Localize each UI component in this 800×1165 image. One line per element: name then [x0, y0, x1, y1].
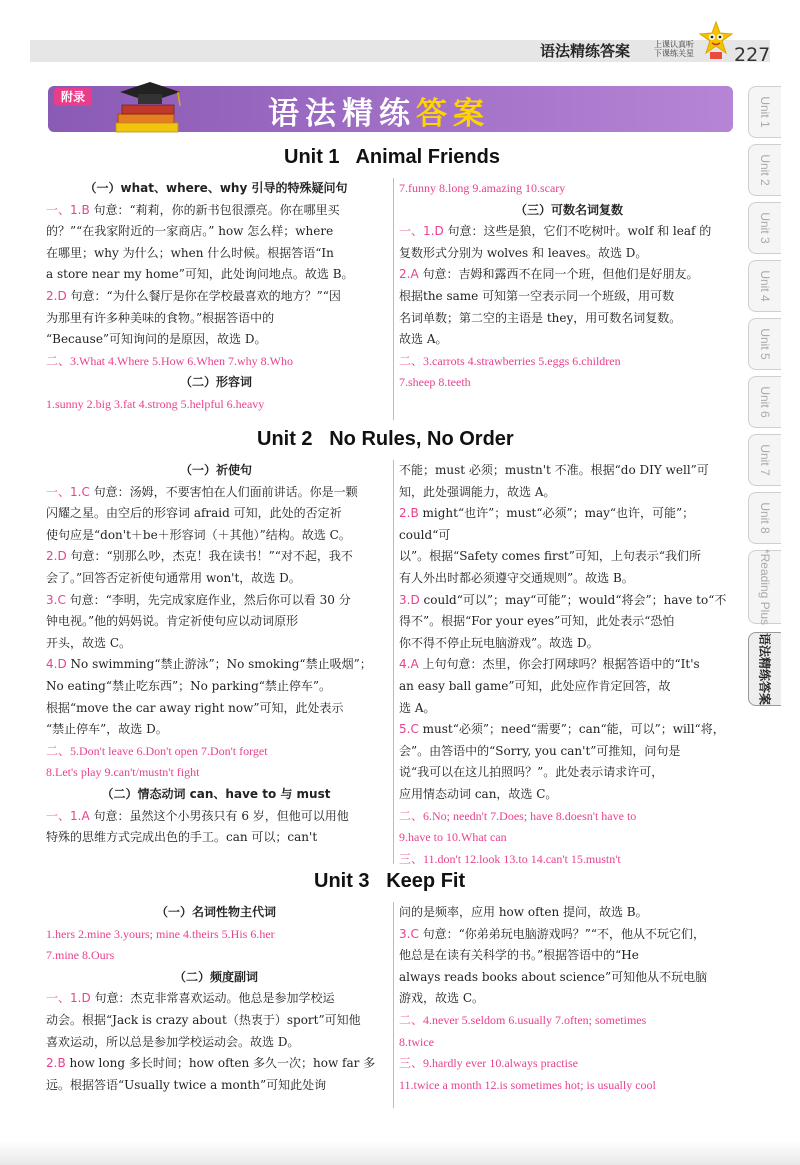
explanation-line	[399, 676, 739, 698]
explanation-line	[46, 698, 386, 720]
line-text: 根据the same 可知第一空表示同一个班级，用可数	[399, 288, 675, 303]
answer-key: 二、3.What	[46, 353, 105, 368]
line-text: 句意：“莉莉，你的新书包很漂亮。你在哪里买	[93, 202, 340, 217]
answer-line	[46, 924, 386, 946]
answer-key: 7.sheep	[399, 375, 436, 390]
section-heading: （二）情态动词 can、have to 与 must	[101, 786, 331, 801]
line-text: 2.big 3.fat 4.strong 5.helpful 6.heavy	[83, 396, 265, 411]
explanation-line	[46, 1032, 386, 1054]
page-bottom-edge	[0, 1140, 800, 1165]
line-text: 问的是频率，应用 how often 提问，故选 B。	[399, 905, 648, 919]
unit3-left-column	[46, 902, 386, 1096]
line-text: 开头，故选 C。	[46, 635, 131, 650]
header-slogan: 上课认真听 下课练关星	[654, 40, 694, 58]
explanation-line	[399, 784, 739, 806]
side-tab-10[interactable]	[748, 632, 781, 706]
line-text: 10.What can	[443, 830, 507, 845]
line-text: 复数形式分别为 wolves 和 leaves。故选 D。	[399, 245, 648, 260]
question-number: 5.C	[399, 722, 419, 737]
explanation-line	[46, 503, 386, 525]
unit2-right-column	[399, 460, 739, 870]
line-text: 有人外出时都必须遵守交通规则”。故选 B。	[399, 570, 634, 585]
line-text: a store near my home”可知，此处询问地点。故选 B。	[46, 267, 354, 282]
question-number: 一、1.D	[46, 991, 91, 1006]
explanation-line	[46, 1075, 386, 1097]
side-tab-1[interactable]	[748, 86, 781, 138]
answer-key: 1.sunny	[46, 396, 84, 411]
column-divider-2	[393, 460, 394, 864]
answer-key: 8.twice	[399, 1034, 434, 1049]
side-tab-3[interactable]	[748, 202, 781, 254]
side-tab-6[interactable]	[748, 376, 781, 428]
column-divider-1	[393, 178, 394, 420]
explanation-line	[399, 243, 739, 265]
line-text: 5.seldom 6.usually 7.often; sometimes	[458, 1012, 647, 1027]
explanation-line	[46, 719, 386, 741]
line-text: “Because”可知询问的是原因，故选 D。	[46, 332, 267, 347]
line-text: 使句应是“don't＋be＋形容词（＋其他）”结构。故选 C。	[46, 527, 351, 542]
answer-line	[399, 1053, 739, 1075]
explanation-line	[46, 329, 386, 351]
answer-line	[46, 741, 386, 763]
question-number: 一、1.C	[46, 484, 90, 499]
line-text: 9.can't/mustn't fight	[101, 765, 200, 780]
line-text: 会了。”回答否定祈使句通常用 won't，故选 D。	[46, 570, 301, 585]
line-text: could“可以”；may“可能”；would“将会”；have to“不	[423, 592, 727, 607]
question-number: 2.A	[399, 267, 419, 282]
line-text: 应用情态动词 can，故选 C。	[399, 786, 558, 801]
explanation-line	[399, 902, 739, 924]
section-heading: （一）what、where、why 引导的特殊疑问句	[84, 181, 348, 195]
line-text: 名词单数；第二空的主语是 they，用可数名词复数。	[399, 310, 682, 325]
line-text: 句意：这些是狼，它们不吃树叶。wolf 和 leaf 的	[447, 224, 712, 239]
section-heading: （二）形容词	[179, 375, 252, 390]
banner-title-main: 语法精练	[268, 96, 416, 132]
question-number: 2.B	[399, 506, 419, 521]
explanation-line	[46, 568, 386, 590]
line-text: 句意：虽然这个小男孩只有 6 岁，但他可以用他	[93, 808, 349, 823]
explanation-line	[46, 221, 386, 243]
line-text: 12.look 13.to 14.can't 15.mustn't	[461, 851, 621, 866]
answer-key: 8.Let's play	[46, 765, 102, 780]
line-text: 远。根据答语“Usually twice a month”可知此处询	[46, 1077, 327, 1092]
answer-line	[399, 849, 739, 871]
answer-line	[46, 394, 386, 416]
explanation-line	[46, 243, 386, 265]
line-text: 特殊的思维方式完成出色的手工。can 可以；can't	[46, 830, 318, 845]
explanation-line	[46, 1053, 386, 1075]
line-text: 句意：“为什么餐厅是你在学校最喜欢的地方？”“因	[70, 288, 341, 303]
answer-line	[399, 178, 739, 200]
answer-key: 7.mine	[46, 948, 79, 963]
side-tab-9[interactable]	[748, 550, 781, 624]
question-number: 一、1.D	[399, 224, 444, 239]
explanation-line	[399, 988, 739, 1010]
line-text: 的？”“在我家附近的一家商店。” how 怎么样；where	[46, 224, 334, 239]
explanation-line	[399, 945, 739, 967]
answer-key: 7.funny	[399, 181, 436, 195]
line-text: 8.teeth	[435, 375, 471, 390]
answer-key: 三、11.don't	[399, 851, 462, 866]
answer-key: 9.have to	[399, 830, 443, 845]
explanation-line	[399, 590, 739, 612]
line-text: 句意：杰克非常喜欢运动。他总是参加学校运	[94, 991, 335, 1006]
question-number: 一、1.A	[46, 808, 90, 823]
unit1-left-column	[46, 178, 386, 416]
line-text: 选 A。	[399, 700, 436, 715]
explanation-line	[46, 988, 386, 1010]
line-text: 10.always practise	[486, 1056, 578, 1071]
explanation-line	[46, 676, 386, 698]
answer-line	[46, 762, 386, 784]
explanation-line	[399, 308, 739, 330]
line-text: 句意：“别那么吵，杰克！我在读书！”“对不起，我不	[70, 549, 353, 564]
question-number: 3.D	[399, 592, 420, 607]
unit1-right-column	[399, 178, 739, 394]
answer-line	[46, 351, 386, 373]
explanation-line	[399, 698, 739, 720]
books-graduation-cap-icon	[110, 80, 190, 134]
question-number: 3.C	[399, 926, 419, 941]
side-tab-7[interactable]	[748, 434, 781, 486]
line-text: 会”。由答语中的“Sorry, you can't”可推知，问句是	[399, 743, 681, 758]
question-number: 4.D	[46, 657, 67, 672]
question-number: 一、1.B	[46, 202, 90, 217]
question-number: 3.C	[46, 592, 66, 607]
explanation-line	[46, 286, 386, 308]
line-text: 根据“move the car away right now”可知，此处表示	[46, 700, 344, 715]
line-text: 上句句意：杰里，你会打网球吗？根据答语中的“It's	[422, 657, 700, 672]
line-text: 句意：汤姆，不要害怕在人们面前讲话。你是一颗	[93, 484, 358, 499]
answer-line	[399, 351, 739, 373]
line-text: 句意：“李明，先完成家庭作业，然后你可以看 30 分	[69, 592, 351, 607]
explanation-line	[399, 654, 739, 676]
line-text: must“必须”；need“需要”；can“能，可以”；will“将，	[422, 722, 725, 737]
explanation-line	[46, 827, 386, 849]
side-tab-label: Unit 3	[758, 212, 772, 244]
line-text: 4.strawberries 5.eggs 6.children	[464, 353, 621, 368]
answer-key: 1.hers	[46, 926, 75, 941]
explanation-line	[399, 967, 739, 989]
line-text: 喜欢运动，所以总是参加学校运动会。故选 D。	[46, 1034, 300, 1049]
line-text: always reads books about science”可知他从不玩电脑	[399, 969, 708, 984]
explanation-line	[46, 308, 386, 330]
line-text: 以”。根据“Safety comes first”可知，上句表示“我们所	[399, 549, 701, 564]
header-title: 语法精练答案	[540, 42, 631, 60]
mascot-icon	[698, 20, 734, 60]
explanation-line	[399, 503, 739, 546]
answer-key: 三、9.hardly ever	[399, 1056, 487, 1071]
line-text: No eating“禁止吃东西”；No parking“禁止停车”。	[46, 678, 332, 693]
explanation-line	[399, 286, 739, 308]
side-tab-label: Unit 6	[758, 386, 772, 418]
explanation-line	[399, 568, 739, 590]
explanation-line	[399, 221, 739, 243]
explanation-line	[46, 546, 386, 568]
explanation-line	[399, 633, 739, 655]
line-text: 动会。根据“Jack is crazy about（热衷于）sport”可知他	[46, 1012, 361, 1027]
explanation-line	[399, 611, 739, 633]
side-tab-label: Unit 2	[758, 154, 772, 186]
answer-key: 11.twice a month	[399, 1077, 482, 1092]
section-heading: （一）祈使句	[179, 463, 252, 477]
line-text: might“也许”；must“必须”；may“也许，可能”；could“可	[399, 506, 695, 542]
answer-line	[399, 806, 739, 828]
answer-line	[399, 1032, 739, 1054]
side-tab-2[interactable]	[748, 144, 781, 196]
explanation-line	[46, 200, 386, 222]
explanation-line	[46, 590, 386, 612]
explanation-line	[399, 482, 739, 504]
explanation-line	[46, 806, 386, 828]
answer-line	[399, 1010, 739, 1032]
question-number: 4.A	[399, 657, 419, 672]
explanation-line	[399, 546, 739, 568]
answer-line	[46, 945, 386, 967]
explanation-line	[399, 264, 739, 286]
unit1-title: Unit 1 Animal Friends	[284, 146, 500, 168]
side-tab-label: Unit 5	[758, 328, 772, 360]
line-text: 故选 A。	[399, 332, 448, 347]
appendix-tag: 附录	[54, 88, 92, 106]
line-text: 知，此处强调能力，故选 A。	[399, 484, 556, 499]
explanation-line	[399, 329, 739, 351]
line-text: 得不”。根据“For your eyes”可知，此处表示“恐怕	[399, 614, 675, 629]
line-text: 8.long 9.amazing 10.scary	[436, 181, 566, 195]
line-text: 8.Ours	[79, 948, 115, 963]
line-text: 句意：吉姆和露西不在同一个班，但他们是好朋友。	[422, 267, 699, 282]
section-heading: （一）名词性物主代词	[155, 905, 276, 919]
unit2-left-column	[46, 460, 386, 849]
line-text: 钟电视。”他的妈妈说。肯定祈使句应以动词原形	[46, 614, 299, 629]
explanation-line	[399, 741, 739, 763]
side-tab-label: 语法精练答案	[757, 632, 772, 706]
line-text: 句意：“你弟弟玩电脑游戏吗？”“不，他从不玩它们，	[422, 926, 706, 941]
answer-key: 二、6.No; needn't	[399, 808, 488, 823]
line-text: an easy ball game”可知，此处应作肯定回答，故	[399, 678, 671, 693]
answer-key: 二、3.carrots	[399, 353, 465, 368]
explanation-line	[399, 762, 739, 784]
column-divider-3	[393, 902, 394, 1108]
section-heading: （三）可数名词复数	[514, 202, 623, 217]
answer-line	[399, 827, 739, 849]
banner-title	[268, 88, 490, 133]
line-text: 说“我可以在这儿拍照吗？”。此处表示请求许可，	[399, 765, 664, 780]
side-tab-label: Unit 8	[758, 502, 772, 534]
explanation-line	[46, 633, 386, 655]
line-text: 不能；must 必须；mustn't 不准。根据“do DIY well”可	[399, 463, 709, 477]
line-text: 他总是在读有关科学的书。”根据答语中的“He	[399, 948, 639, 963]
explanation-line	[46, 525, 386, 547]
line-text: No swimming“禁止游泳”；No smoking“禁止吸烟”；	[70, 657, 372, 672]
line-text: how long 多长时间；how often 多久一次；how far 多	[69, 1056, 376, 1071]
section-heading: （二）频度副词	[173, 969, 258, 984]
answer-line	[399, 1075, 739, 1097]
answer-line	[399, 372, 739, 394]
side-tab-label: Unit 4	[758, 270, 772, 302]
side-tab-8[interactable]	[748, 492, 781, 544]
question-number: 2.B	[46, 1056, 66, 1071]
banner-title-highlight: 答案	[416, 96, 490, 132]
unit3-title: Unit 3 Keep Fit	[314, 870, 466, 892]
line-text: 你不得不停止玩电脑游戏”。故选 D。	[399, 635, 599, 650]
unit2-title: Unit 2 No Rules, No Order	[257, 428, 514, 450]
side-tab-4[interactable]	[748, 260, 781, 312]
explanation-line	[46, 264, 386, 286]
explanation-line	[46, 654, 386, 676]
page-number: 227	[734, 44, 771, 66]
explanation-line	[46, 611, 386, 633]
line-text: 游戏，故选 C。	[399, 991, 484, 1006]
side-tab-5[interactable]	[748, 318, 781, 370]
line-text: 4.Where 5.How 6.When 7.why 8.Who	[105, 353, 293, 368]
line-text: 6.Don't open 7.Don't forget	[133, 743, 268, 758]
explanation-line	[46, 482, 386, 504]
line-text: 2.mine 3.yours; mine 4.theirs 5.His 6.her	[75, 926, 275, 941]
line-text: 在哪里；why 为什么；when 什么时候。根据答语“In	[46, 245, 334, 260]
answer-key: 二、4.never	[399, 1012, 459, 1027]
answer-key: 二、5.Don't leave	[46, 743, 134, 758]
explanation-line	[399, 719, 739, 741]
question-number: 2.D	[46, 288, 67, 303]
line-text: “禁止停车”，故选 D。	[46, 722, 168, 737]
explanation-line	[46, 1010, 386, 1032]
explanation-line	[399, 924, 739, 946]
line-text: 闪耀之星。由空后的形容词 afraid 可知，此处的否定祈	[46, 506, 342, 521]
side-tab-label: Unit 7	[758, 444, 772, 476]
line-text: 12.is sometimes hot; is usually cool	[481, 1077, 656, 1092]
line-text: 为那里有许多种美味的食物。”根据答语中的	[46, 310, 275, 325]
side-tab-label: Unit 1	[758, 96, 772, 128]
side-tab-label: *Reading Plus	[758, 548, 772, 626]
question-number: 2.D	[46, 549, 67, 564]
line-text: 7.Does; have 8.doesn't have to	[487, 808, 637, 823]
explanation-line	[399, 460, 739, 482]
unit3-right-column	[399, 902, 739, 1096]
